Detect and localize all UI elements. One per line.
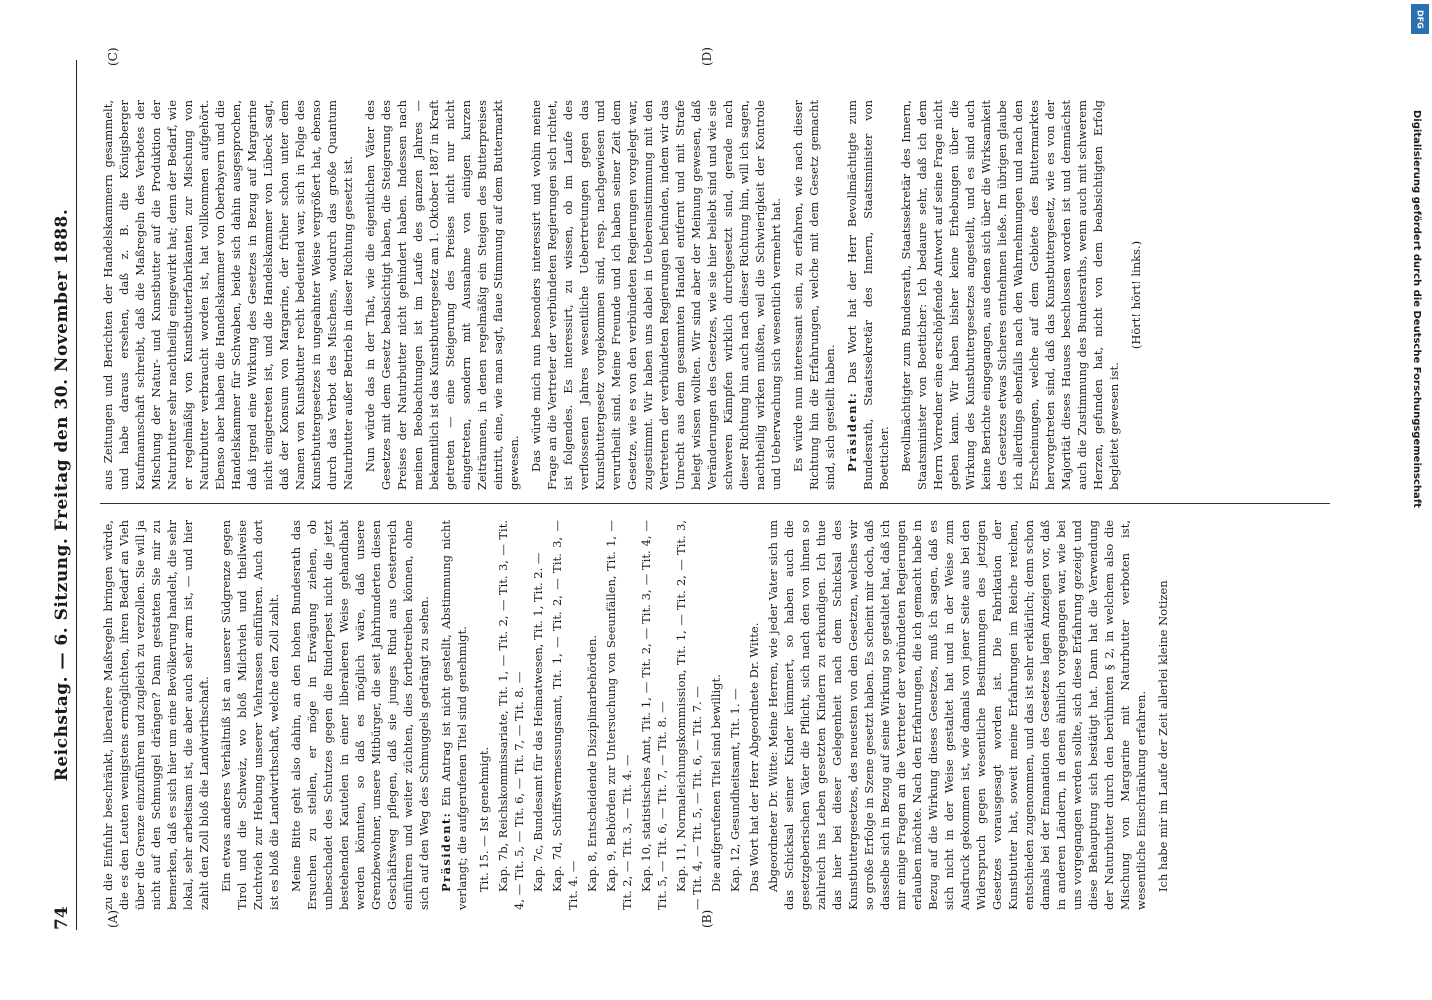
paragraph: Das würde mich nun besonders interessirt und wohin meine Frage an die Vertreter der verbündeten Regierungen sich richtet, ist folgendes. Es interessirt, zu wissen, ob im Laufe des verflossenen Jahres wesentliche Uebertretungen gegen das Kunstbuttergesetz vorgekommen sind, resp. nachgewiesen und verurtheilt sind. Meine Freunde und ich haben seiner Zeit dem Gesetze, wie es von den verbündeten Regierungen vorgelegt war, zugestimmt. Wir haben uns dabei in Uebereinstimmung mit den Vertretern der verbündeten Regierungen befunden, indem wir das Unrecht aus dem gesammten Handel entfernt und mit Strafe belegt wissen wollten. Wir sind aber der Meinung gewesen, daß Veränderungen des Gesetzes, wie sie hier beliebt sind und wie sie schweren Kämpfen wirklich durchgesetzt sind, gerade nach dieser Richtung hin auch nach dieser Richtung hin, will ich sagen, nachtheilig wirken mußten, weil die Schwierigkeit der Kontrole und Ueberwachung sich wesentlich vermehrt hat. <box>529 100 783 490</box>
speech-paragraph: Abgeordneter Dr. Witte: Meine Herren, wie jeder Vater sich um das Schicksal seiner Kinder kümmert, so haben auch die gesetzgeberischen Väter die Pflicht, sich nach den von ihnen so zahlreich ins Leben gesetzten Kindern zu erkundigen. Ich thue das hier bei dieser Gelegenheit nach dem Schicksal des Kunstbuttergesetzes, des neuesten von den Gesetzen, welches wir so große Erfolge in Szene gesetzt haben. Es scheint mir doch, daß dasselbe sich in Bezug auf seine Wirkung so gestaltet hat, daß ich mir einige Fragen an die Vertreter der verbündeten Regierungen erlauben möchte. Nach den Erfahrungen, die ich gemacht habe in Bezug auf die Wirkung dieses Gesetzes, muß ich sagen, daß es sich nicht in der Weise gestaltet hat und in der Weise zum Ausdruck gekommen ist, wie damals von jener Seite aus bei den Widerspruch gegen wesentliche Bestimmungen des jetzigen Gesetzes vorausgesagt worden ist. Die Fabrikation der Kunstbutter hat, soweit meine Erfahrungen im Reiche reichen, entschieden zugenommen, und das ist sehr erklärlich; denn schon damals bei der Emanation des Gesetzes lagen Anzeigen vor, daß in anderen Ländern, in denen ähnlich vorgegangen war, wie bei uns vorgegangen werden sollte, sich diese Erfahrung gezeigt und diese Behauptung sich bestätigt hat. Dann hat die Verwendung der Naturbutter durch den berühmten § 2, in welchem also die Mischung von Margarine mit Naturbutter verboten ist, wesentliche Einschränkung erfahren. <box>766 520 1148 910</box>
paragraph: zu die Einfuhr beschränkt, liberalere Maßregeln bringen würde, die es den Leuten wenigstens ermöglichten, ihren Bedarf an Vieh über die Grenze einzuführen und zugleich zu verzollen. Sie will ja nicht auf den Schmuggel drängen? Dann gestatten Sie mir zu bemerken, daß es sich hier um eine Bevölkerung handelt, die sehr lokal, sehr arbeitsam ist, die aber auch sehr arm ist, — und hier zahlt den Zoll bloß die Landwirthschaft. <box>101 520 211 910</box>
budget-item: Kap. 12, Gesundheitsamt, Tit. 1. — <box>728 688 742 892</box>
president-label: Präsident: <box>845 391 859 472</box>
left-column <box>100 520 1340 910</box>
margin-mark-c: (C) <box>106 47 120 66</box>
page-title: Reichstag. — 6. Sitzung. Freitag den 30. November 1888. <box>52 208 72 782</box>
paragraph: Meine Bitte geht also dahin, an den hohen Bundesrath das Ersuchen zu stellen, er möge in Erwägung ziehen, ob unbeschadet des Schutzes gegen die Rinderpest nicht die jetzt bestehenden Kautelen in einer liberaleren Weise gehandhabt werden könnten, so daß es möglich wäre, daß unsere Grenzbewohner, unsere Mitbürger, die seit Jahrhunderten diesen Geschäftsweg pflegen, daß sie junges Rind aus Oesterreich einführen und weiter züchten, dies fortbetreiben können, ohne sich auf den Weg des Schmuggels gedrängt zu sehen. <box>289 520 431 910</box>
dfg-logo-text: DFG <box>1415 9 1425 29</box>
paragraph <box>438 520 470 910</box>
paragraph: Ein etwas anderes Verhältniß ist an unserer Südgrenze gegen Tirol und die Schweiz, wo bloß Milchvieh und theilweise Zuchtvieh zur Hebung unserer Viehrassen einführen. Auch dort ist es bloß die Landwirthschaft, welche den Zoll zahlt. <box>219 520 281 910</box>
budget-item: Kap. 7d, Schiffsvermessungsamt, Tit. 1, — Tit. 2, — Tit. 3, — Tit. 4. — <box>550 520 580 910</box>
digitization-note <box>1404 110 1428 990</box>
dfg-logo <box>1411 4 1429 34</box>
digitization-text: Digitalisierung gefördert durch die Deutsche Forschungsgemeinschaft <box>1411 110 1422 508</box>
paragraph: aus Zeitungen und Berichten der Handelskammern gesammelt, und habe daraus ersehen, daß z. B. die Königsberger Kaufmannschaft schreibt, daß die Maßregeln des Verbotes der Mischung der Natur- und Kunstbutter auf die Produktion der Naturbutter sehr nachtheilig eingewirkt hat; denn der Bedarf, wie er regelmäßig von Kunstbutterfabrikanten zur Mischung von Naturbutter verbraucht worden ist, hat vollkommen aufgehört. Ebenso aber haben die Handelskammer von Oberbayern und die Handelskammer für Schwaben, beide sich dahin ausgesprochen, daß irgend eine Wirkung des Gesetzes in Bezug auf Margarine nicht eingetreten ist, und die Handelskammer von Lübeck sagt, daß der Konsum von Margarine, der früher schon unter dem Namen von Kunstbutter recht bedeutend war, sich in Folge des Kunstbuttergesetzes in ungeahnter Weise vergrößert hat, ebenso durch das Verbot des Mischens, wodurch das große Quantum Naturbutter außer Betrieb in dieser Richtung gesetzt ist. <box>101 100 355 490</box>
budget-item: Tit. 15. — Ist genehmigt. <box>477 746 491 892</box>
paragraph: Ich habe mir im Laufe der Zeit allerlei kleine Notizen <box>1156 580 1170 892</box>
speech-paragraph: Bevollmächtigter zum Bundesrath, Staatssekretär des Innern, Staatsminister von Boetticher: Ich bedaure sehr, daß ich dem Herrn Vorredner eine erschöpfende Antwort auf seine Frage nicht geben kann. Wir haben bisher keine Erhebungen über die Wirkung des Kunstbuttergesetzes angestellt, und es sind auch keine Berichte eingegangen, aus denen sich über die Wirksamkeit des Gesetzes etwas Sicheres entnehmen ließe. Im übrigen glaube ich allerdings ebenfalls nach den Wahrnehmungen und nach den Erscheinungen, welche auf dem Gebiete des Buttermarktes hervorgetreten sind, daß das Kunstbuttergesetz, wie es von der Majorität dieses Hauses beschlossen worden ist und demnächst auch die Zustimmung des Bundesraths, wenn auch mit schwerem Herzen, gefunden hat, nicht von dem beabsichtigten Erfolg begleitet gewesen ist. <box>899 100 1121 490</box>
interjection: (Hört! hört! links.) <box>1129 240 1143 350</box>
margin-mark-d: (D) <box>700 47 714 66</box>
paragraph <box>844 100 892 490</box>
budget-item: Kap. 8, Entscheidende Disziplinarbehörden. <box>585 634 599 892</box>
budget-item: Die aufgerufenen Titel sind bewilligt. <box>709 674 723 892</box>
margin-mark-b: (B) <box>700 909 714 928</box>
president-label: Präsident: <box>439 811 453 892</box>
president-text: Das Wort hat der Herr Bevollmächtigte zum Bundesrath, Staatssekretär des Innern, Staatsminister von Boetticher. <box>845 100 891 490</box>
running-head <box>50 60 77 930</box>
budget-item: Kap. 11, Normaleichungskommission, Tit. 1, — Tit. 2, — Tit. 3, — Tit. 4, — Tit. 5, — Tit. 6, — Tit. 7. — <box>674 520 704 910</box>
page-number: 74 <box>52 906 72 930</box>
budget-item: Kap. 7c, Bundesamt für das Heimatwesen, Tit. 1, Tit. 2. — <box>531 552 545 892</box>
budget-item: Das Wort hat der Herr Abgeordnete Dr. Witte. <box>747 622 761 892</box>
margin-mark-a: (A) <box>106 909 120 928</box>
paragraph: Nun würde das in der That, wie die eigentlichen Väter des Gesetzes mit dem Gesetz beabsichtigt haben, die Steigerung des Preises der Naturbutter nicht gehindert haben. Indessen nach meinen Beobachtungen ist im Laufe des ganzen Jahres — bekanntlich ist das Kunstbuttergesetz am 1. Oktober 1887 in Kraft getreten — eine Steigerung des Preises nicht nur nicht eingetreten, sondern mit Ausnahme von einigen kurzen Zeiträumen, in denen regelmäßig ein Steigen des Butterpreises eintritt, eine, wie man sagt, flaue Stimmung auf dem Buttermarkt gewesen. <box>363 100 521 490</box>
paragraph: Es würde nun interessant sein, zu erfahren, wie nach dieser Richtung hin die Erfahrungen, welche mit dem Gesetz gemacht sind, sich gestellt haben. <box>791 100 837 490</box>
budget-item: Kap. 9, Behörden zur Untersuchung von Seeunfällen, Tit. 1, — Tit. 2, — Tit. 3, — Tit. 4. — <box>604 520 634 910</box>
column-divider <box>100 503 1330 504</box>
budget-item: Kap. 7b, Reichskommissariate, Tit. 1, — Tit. 2, — Tit. 3, — Tit. 4, — Tit. 5, — Tit. 6, — Tit. 7, — Tit. 8. — <box>496 520 526 910</box>
president-text: Ein Antrag ist nicht gestellt, Abstimmung nicht verlangt; die aufgerufenen Titel sind genehmigt. <box>439 519 469 910</box>
budget-item: Kap. 10, statistisches Amt, Tit. 1, — Tit. 2, — Tit. 3, — Tit. 4, — Tit. 5, — Tit. 6, — Tit. 7, — Tit. 8. — <box>639 520 669 910</box>
right-column <box>100 100 1340 490</box>
